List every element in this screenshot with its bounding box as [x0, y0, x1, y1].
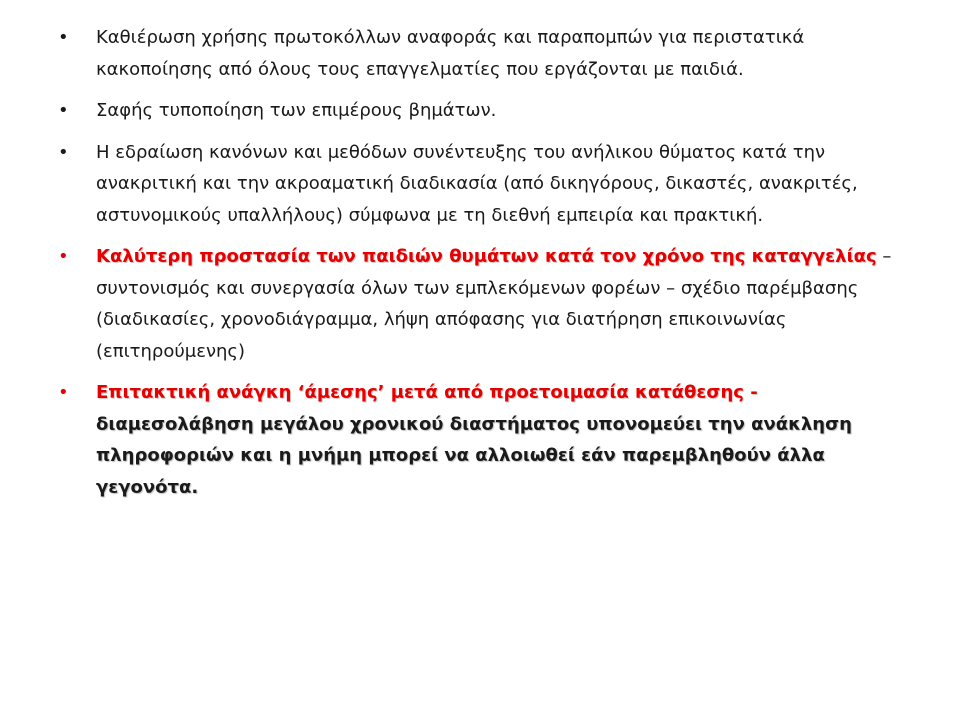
bullet-emphasis: Επιτακτική ανάγκη ‘άμεσης’ μετά από προετοιμασία κατάθεσης - — [96, 382, 758, 403]
bullet-text: Σαφής τυποποίηση των επιμέρους βημάτων. — [96, 100, 497, 121]
bullet-icon: • — [58, 100, 69, 121]
bullet-item-protocols — [58, 22, 908, 85]
bullet-item-standardization — [58, 95, 908, 127]
bullet-icon: • — [58, 27, 69, 48]
bullet-icon: • — [58, 246, 69, 267]
bullet-emphasis: Καλύτερη προστασία των παιδιών θυμάτων κατά τον χρόνο της καταγγελίας — [96, 246, 877, 267]
bullet-icon: • — [58, 141, 69, 163]
bullet-item-interview-rules — [58, 137, 908, 232]
bullet-text: Η εδραίωση κανόνων και μεθόδων συνέντευξης του ανήλικου θύματος κατά την ανακριτική και την ακροαματική διαδικασία (από δικηγόρους, δικαστές, ανακριτές, αστυνομικούς υπαλλήλους) σύμφωνα με τη διεθνή εμπειρία και πρακτική. — [96, 141, 858, 226]
bullet-text: – συντονισμός και συνεργασία όλων των εμπλεκόμενων φορέων – σχέδιο παρέμβασης (διαδικασίες, χρονοδιάγραμμα, λήψη απόφασης για διατήρηση επικοινωνίας (επιτηρούμενης) — [96, 246, 892, 362]
bullet-text: διαμεσολάβηση μεγάλου χρονικού διαστήματος υπονομεύει την ανάκληση πληροφοριών και η μνήμη μπορεί να αλλοιωθεί εάν παρεμβληθούν άλλα γεγονότα. — [96, 413, 852, 498]
bullet-item-child-protection — [58, 241, 908, 367]
bullet-list — [58, 22, 908, 513]
bullet-text: Καθιέρωση χρήσης πρωτοκόλλων αναφοράς και παραπομπών για περιστατικά κακοποίησης από όλους τους επαγγελματίες που εργάζονται με παιδιά. — [96, 27, 805, 80]
bullet-icon: • — [58, 382, 69, 403]
bullet-item-urgent-testimony — [58, 377, 908, 503]
